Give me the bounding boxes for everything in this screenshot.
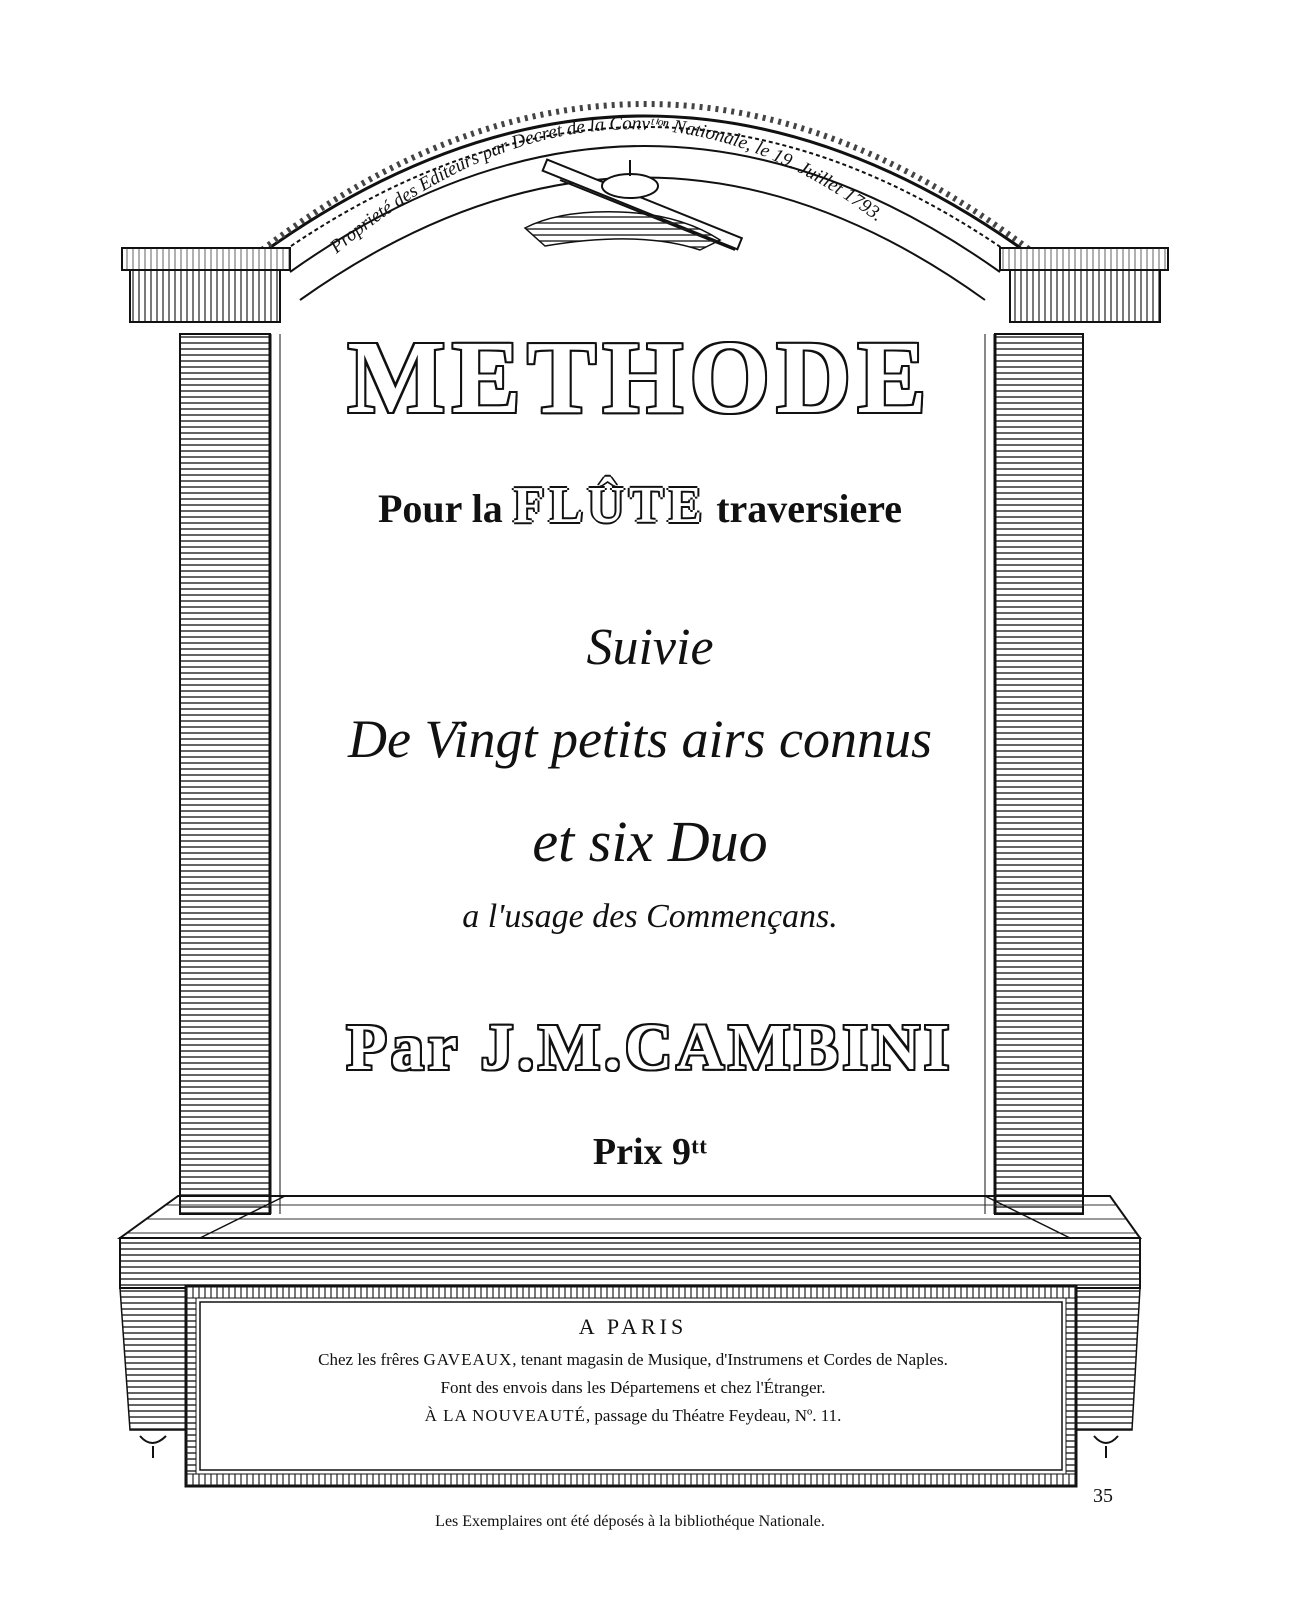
deposit-note: Les Exemplaires ont été déposés à la bibliothéque Nationale. <box>435 1513 825 1530</box>
imprint-line-2: Font des envois dans les Départemens et chez l'Étranger. <box>440 1378 826 1397</box>
publisher-name: GAVEAUX <box>423 1350 513 1369</box>
shop-name: À LA NOUVEAUTÉ <box>424 1406 586 1425</box>
price: Prix 9ᵗᵗ <box>592 1131 708 1173</box>
subtitle-suffix: traversiere <box>716 486 902 531</box>
instrument-name: FLÛTE <box>512 477 707 534</box>
imprint-city: A PARIS <box>578 1314 688 1339</box>
left-pillar <box>180 334 280 1214</box>
contents-line-2: et six Duo <box>532 809 768 874</box>
suivie-heading: Suivie <box>586 619 714 676</box>
usage-note: a l'usage des Commençans. <box>462 898 838 935</box>
imprint-line-3 <box>198 1406 1068 1426</box>
arch-inscription: Proprieté des Editeurs par Decret de la Convᵗⁱᵒⁿ Nationale, le 19. Juillet 1793. <box>326 113 888 258</box>
contents-line-1: De Vingt petits airs connus <box>348 709 932 769</box>
imprint-line-1 <box>198 1350 1068 1370</box>
imprint-line-1-start: Chez les frêres <box>318 1350 420 1369</box>
subtitle-prefix: Pour la <box>377 486 503 531</box>
imprint-line-3-end: , passage du Théatre Feydeau, Nº. 11. <box>585 1406 842 1425</box>
page-number: 35 <box>1093 1485 1113 1507</box>
imprint-plate <box>198 1300 1068 1480</box>
subtitle <box>280 476 1000 535</box>
title: METHODE <box>347 320 933 435</box>
imprint-line-1-end: , tenant magasin de Musique, d'Instrumens et Cordes de Naples. <box>512 1350 948 1369</box>
flute-ornament-icon <box>525 160 742 250</box>
cornice <box>122 248 1168 322</box>
author: Par J.M.CAMBINI <box>346 1011 954 1084</box>
